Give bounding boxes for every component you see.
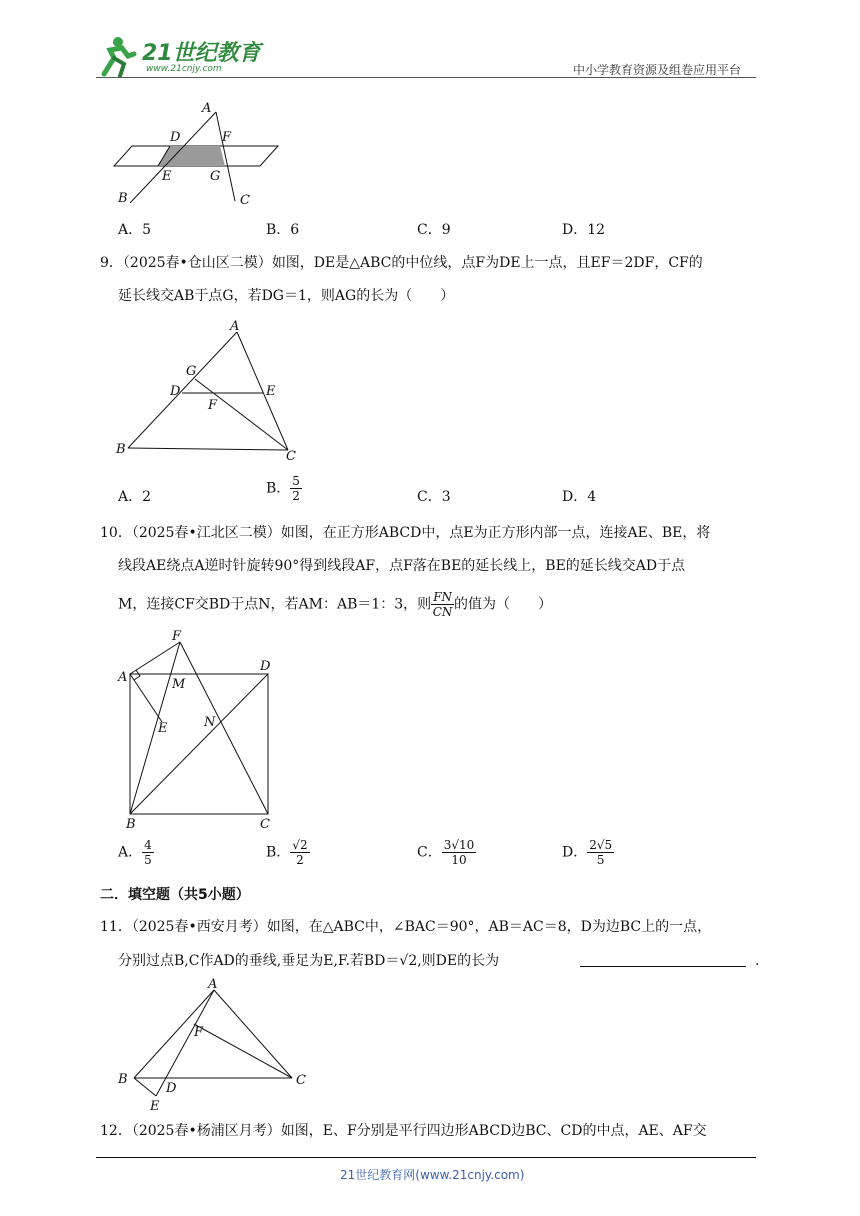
q9-source: （2025春•仓山区二模） [122, 255, 272, 271]
q10-label-e: E [158, 721, 168, 736]
q11-label-e: E [150, 1099, 160, 1112]
q10-line3 [118, 590, 552, 619]
q11-end-mark: . [755, 953, 760, 969]
q10-option-b: B． $\frac{√2}{2}$ [266, 838, 308, 867]
footer-link[interactable]: 21世纪教育网(www.21cnjy.com) [340, 1168, 525, 1182]
q12-number: 12． [100, 1123, 132, 1139]
q11-figure [112, 976, 312, 1112]
q11-label-a: A [208, 977, 218, 992]
q9-stem-2: 延长线交AB于点G，若DG＝1，则AG的长为（ ） [118, 288, 455, 304]
q8-label-g: G [210, 169, 221, 184]
q9-label-c: C [286, 449, 296, 464]
q10-label-n: N [204, 715, 216, 730]
q10-line1 [100, 523, 710, 543]
q9-label-f: F [208, 398, 218, 413]
q10-option-a: A． $\frac{4}{5}$ [118, 838, 152, 867]
logo-url: www.21cnjy.com [146, 64, 222, 74]
q10-stem-3b: 的值为（ ） [454, 596, 553, 613]
site-name: 中小学教育资源及组卷应用平台 [573, 63, 742, 77]
q9-label-b: B [116, 442, 126, 457]
q9-label-d: D [170, 384, 181, 399]
q11-label-d: D [166, 1081, 177, 1096]
q9-option-d: D．4 [562, 489, 597, 505]
q9-option-b: B． $\frac{5}{2}$ [266, 474, 300, 503]
q9-line1 [100, 253, 703, 273]
q10-label-m: M [172, 677, 186, 692]
q11-stem-2: 分别过点B,C作AD的垂线,垂足为E,F.若BD＝√2,则DE的长为 [118, 953, 500, 969]
logo-text: 21世纪教育 [142, 41, 261, 66]
q11-stem-1: 如图，在△ABC中，∠BAC＝90°，AB＝AC＝8，D为边BC上的一点， [266, 919, 712, 935]
q9-number: 9． [100, 255, 123, 271]
q12-stem-1: 如图，E、F分别是平行四边形ABCD边BC、CD的中点，AE、AF交 [280, 1123, 707, 1139]
q8-label-c: C [240, 193, 250, 208]
q10-ratio-fraction: $\frac{FN}{CN}$ [432, 590, 453, 619]
q10-stem-2: 线段AE绕点A逆时针旋转90°得到线段AF，点F落在BE的延长线上，BE的延长线交AD于点 [118, 558, 686, 574]
q9-label-g: G [186, 364, 197, 379]
section-title: 二．填空题（共5小题） [100, 887, 250, 903]
q11-source: （2025春•西安月考） [131, 919, 267, 935]
q8-label-f: F [222, 130, 232, 145]
q10-source: （2025春•江北区二模） [131, 525, 281, 541]
site-logo [96, 34, 266, 78]
q9-option-c: C．3 [417, 489, 451, 505]
q12-line1 [100, 1121, 707, 1141]
q10-option-c: C． $\frac{3√10}{10}$ [417, 838, 475, 867]
q10-option-d: D． $\frac{2√5}{5}$ [562, 838, 613, 867]
q8-option-b: B．6 [266, 222, 300, 238]
q8-option-a: A．5 [118, 222, 152, 238]
q11-line2 [118, 951, 499, 971]
q8-option-d: D．12 [562, 222, 606, 238]
q10-label-c: C [260, 817, 270, 832]
q12-source: （2025春•杨浦区月考） [131, 1123, 281, 1139]
q9-label-e: E [266, 384, 276, 399]
q9-stem-1: 如图，DE是△ABC的中位线，点F为DE上一点，且EF＝2DF，CF的 [271, 255, 703, 271]
q10-stem-1: 如图，在正方形ABCD中，点E为正方形内部一点，连接AE、BE，将 [280, 525, 711, 541]
q8-figure [110, 98, 280, 210]
q11-label-b: B [118, 1072, 128, 1087]
q10-label-d: D [260, 659, 271, 674]
q8-label-d: D [170, 130, 181, 145]
q10-label-a: A [118, 670, 128, 685]
q11-label-f: F [194, 1025, 204, 1040]
q9-figure [112, 318, 302, 464]
q10-label-b: B [126, 817, 136, 832]
q11-label-c: C [296, 1073, 306, 1088]
footer-rule [96, 1157, 756, 1158]
q10-stem-3a: M，连接CF交BD于点N，若AM：AB＝1：3，则 [118, 596, 432, 613]
q11-number: 11． [100, 919, 132, 935]
q8-label-b: B [118, 191, 128, 206]
q8-label-e: E [162, 169, 172, 184]
q9-option-b-fraction: $\frac{5}{2}$ [292, 474, 300, 503]
q10-figure [114, 626, 286, 834]
q11-line1 [100, 917, 711, 937]
q8-label-a: A [202, 101, 212, 116]
q11-answer-blank[interactable] [580, 966, 746, 967]
header-rule [96, 77, 756, 78]
q8-option-c: C．9 [417, 222, 451, 238]
q9-label-a: A [230, 319, 240, 334]
q10-label-f: F [172, 629, 182, 644]
q10-number: 10． [100, 525, 132, 541]
q9-option-a: A．2 [118, 489, 152, 505]
